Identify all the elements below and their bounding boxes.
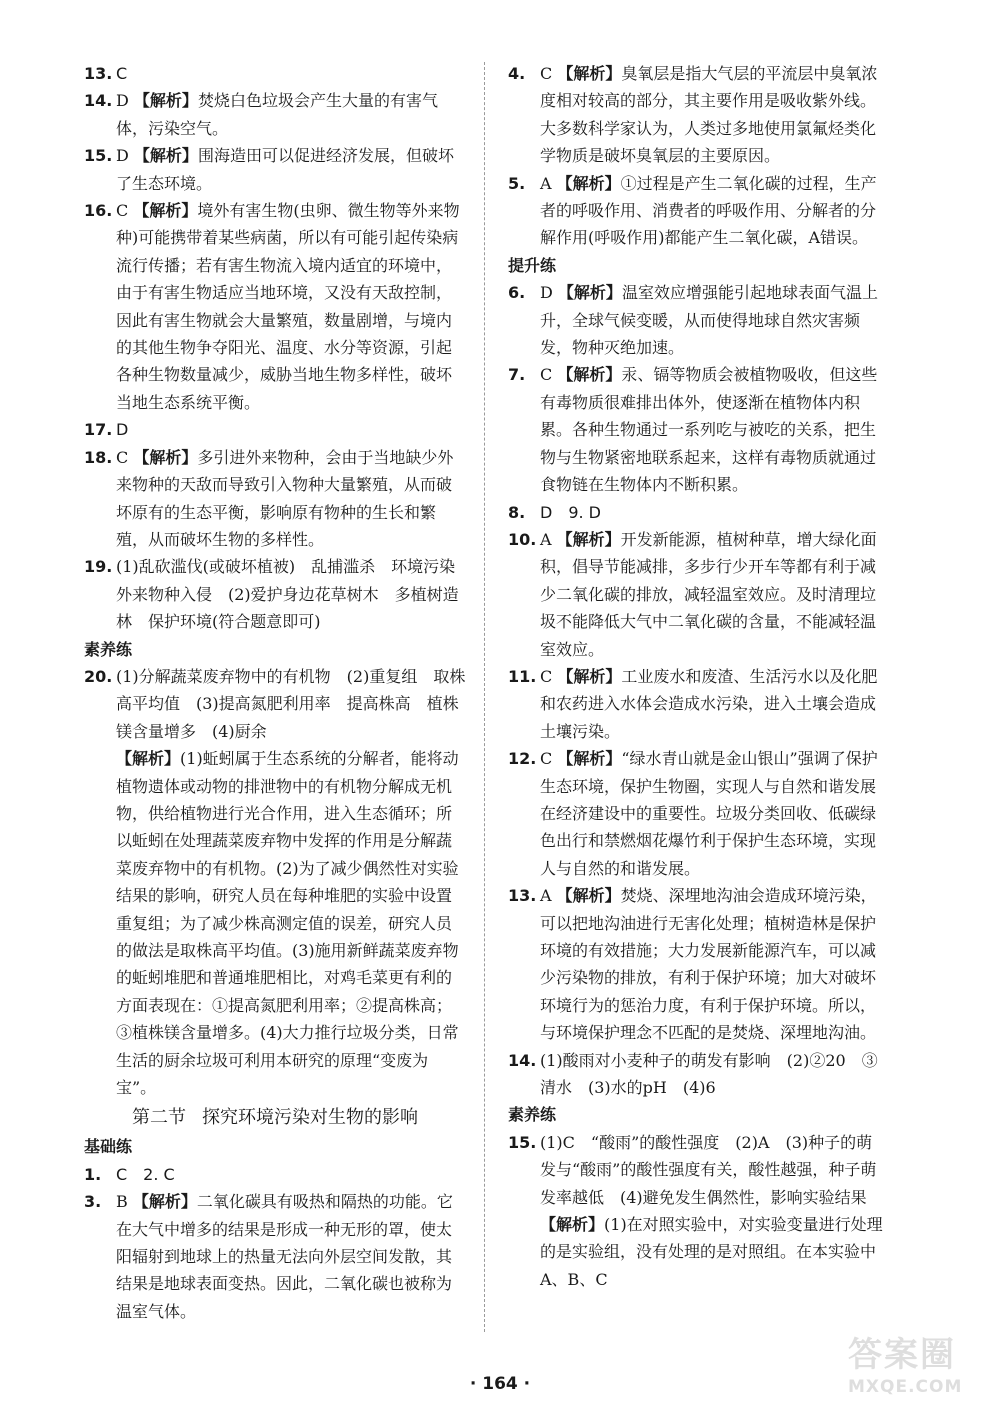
question-10 xyxy=(508,526,888,663)
section-number: 第二节 xyxy=(132,1107,186,1129)
question-number: 8. xyxy=(508,502,526,522)
question-7 xyxy=(508,361,888,498)
analysis-tag: 【解析】 xyxy=(557,749,622,769)
analysis-tag: 【解析】 xyxy=(133,91,198,111)
section-heading-tisheng: 提升练 xyxy=(508,255,557,275)
analysis-tag: 【解析】 xyxy=(557,64,622,83)
column-divider xyxy=(484,62,485,1332)
answer-text: A 【解析】焚烧、深埋地沟油会造成环境污染，可以把地沟油进行无害化处理；植树造林是保护环境的有效措施；大力发展新能源汽车，可以减少污染物的排放，有利于保护环境；加大对破坏环境行为的惩治力度，有利于保护环境。所以，与环境保护理念不匹配的是焚烧、深埋地沟油。 xyxy=(540,886,877,1043)
question-13b xyxy=(508,882,888,1046)
answer-text: C 2. C xyxy=(116,1164,175,1184)
question-16 xyxy=(84,197,466,416)
section-heading-suyang: 素养练 xyxy=(84,639,133,659)
answer-text: (1)乱砍滥伐(或破坏植被) 乱捕滥杀 环境污染 外来物种入侵 (2)爱护身边花草树木 多植树造林 保护环境(符合题意即可) xyxy=(116,557,472,632)
question-number: 13. xyxy=(508,886,537,906)
watermark-logo-text: 答案圈 xyxy=(848,1335,956,1375)
watermark-site: MXQE.COM xyxy=(848,1377,963,1397)
question-14 xyxy=(84,87,466,142)
analysis-tag: 【解析】 xyxy=(133,146,198,166)
question-number: 3. xyxy=(84,1192,102,1212)
question-number: 20. xyxy=(84,666,113,686)
analysis-tag: 【解析】 xyxy=(556,529,621,549)
question-number: 14. xyxy=(84,91,113,111)
question-number: 12. xyxy=(508,749,537,769)
analysis-tag: 【解析】 xyxy=(556,886,621,906)
left-column xyxy=(84,60,472,1325)
question-20 xyxy=(84,663,466,745)
question-18 xyxy=(84,444,466,554)
answer-text: D 9. D xyxy=(540,502,601,522)
question-number: 1. xyxy=(84,1164,102,1184)
question-number: 14. xyxy=(508,1050,537,1070)
answer-text: C 【解析】汞、镉等物质会被植物吸收，但这些有毒物质很难排出体外，使逐渐在植物体内积累。各种生物通过一系列吃与被吃的关系，把生物与生物紧密地联系起来，这样有毒物质就通过食物链在生物体内不断积累。 xyxy=(540,365,878,495)
answer-text: C 【解析】“绿水青山就是金山银山”强调了保护生态环境，保护生物圈，实现人与自然和谐发展在经济建设中的重要性。垃圾分类回收、低碳绿色出行和禁燃烟花爆竹利于保护生态环境，实现人与自然的和谐发展。 xyxy=(540,749,878,878)
question-number: 16. xyxy=(84,201,113,221)
answer-text: D 【解析】围海造田可以促进经济发展，但破坏了生态环境。 xyxy=(116,146,454,193)
question-number: 15. xyxy=(508,1132,537,1152)
question-15b xyxy=(508,1129,888,1211)
question-11 xyxy=(508,663,888,745)
question-14b xyxy=(508,1047,888,1102)
question-number: 5. xyxy=(508,173,526,193)
answer-text: C 【解析】多引进外来物种，会由于当地缺少外来物种的天敌而导致引入物种大量繁殖，从而破坏原有的生态平衡，影响原有物种的生长和繁殖，从而破坏生物的多样性。 xyxy=(116,447,454,549)
question-8-9 xyxy=(508,499,888,526)
analysis-tag: 【解析】 xyxy=(116,749,181,769)
answer-text: C 【解析】工业废水和废渣、生活污水以及化肥和农药进入水体会造成水污染，进入土壤会造成土壤污染。 xyxy=(540,666,878,741)
watermark-logo xyxy=(848,1333,978,1409)
answer-text: (1)分解蔬菜废弃物中的有机物 (2)重复组 取株高平均值 (3)提高氮肥利用率 提高株高 植株镁含量增多 (4)厨余 xyxy=(116,666,466,741)
answer-text: D xyxy=(116,420,129,440)
question-number: 15. xyxy=(84,146,113,166)
question-number: 18. xyxy=(84,447,113,467)
answer-text: (1)C “酸雨”的酸性强度 (2)A (3)种子的萌发与“酸雨”的酸性强度有关，酸性越强，种子萌发率越低 (4)避免发生偶然性，影响实验结果 xyxy=(540,1132,877,1207)
analysis-text: 【解析】(1)蚯蚓属于生态系统的分解者，能将动植物遗体或动物的排泄物中的有机物分解成无机物，供给植物进行光合作用，进入生态循环；所以蚯蚓在处理蔬菜废弃物中发挥的作用是分解蔬菜废弃物中的有机物。(2)为了减少偶然性对实验结果的影响，研究人员在每种堆肥的实验中设置重复组；为了减少株高测定值的误差，研究人员的做法是取株高平均值。(3)施用新鲜蔬菜废弃物的蚯蚓堆肥和普通堆肥相比，对鸡毛菜更有利的方面表现在：①提高氮肥利用率；②提高株高；③植株镁含量增多。(4)大力推行垃圾分类，日常生活的厨余垃圾可利用本研究的原理“变废为宝”。 xyxy=(116,749,459,1098)
analysis-tag: 【解析】 xyxy=(133,201,198,221)
question-19 xyxy=(84,553,472,635)
question-number: 19. xyxy=(84,557,113,577)
section-name: 探究环境污染对生物的影响 xyxy=(202,1107,418,1129)
analysis-tag: 【解析】 xyxy=(540,1215,605,1235)
analysis-text: 【解析】(1)在对照实验中，对实验变量进行处理的是实验组，没有处理的是对照组。在本实验中A、B、C xyxy=(540,1215,883,1289)
section-heading-suyang: 素养练 xyxy=(508,1105,557,1125)
question-13 xyxy=(84,60,466,87)
question-1-2 xyxy=(84,1161,466,1188)
question-number: 6. xyxy=(508,283,526,303)
analysis-tag: 【解析】 xyxy=(557,666,622,686)
question-15 xyxy=(84,142,466,197)
question-number: 11. xyxy=(508,666,537,686)
page-number: · 164 · xyxy=(469,1374,531,1394)
section-title xyxy=(84,1103,466,1133)
question-4 xyxy=(508,60,888,170)
answer-text: C 【解析】境外有害生物(虫卵、微生物等外来物种)可能携带着某些病菌，所以有可能引起传染病流行传播；若有害生物流入境内适宜的环境中，由于有害生物适应当地环境，又没有天敌控制，因此有害生物就会大量繁殖，数量剧增，与境内的其他生物争夺阳光、温度、水分等资源，引起各种生物数量减少，威胁当地生物多样性，破坏当地生态系统平衡。 xyxy=(116,201,460,412)
answer-text: (1)酸雨对小麦种子的萌发有影响 (2)②20 ③清水 (3)水的pH (4)6 xyxy=(540,1050,878,1098)
analysis-tag: 【解析】 xyxy=(557,283,622,303)
question-number: 10. xyxy=(508,529,537,549)
question-number: 7. xyxy=(508,365,526,385)
analysis-tag: 【解析】 xyxy=(557,365,622,385)
answer-text: C xyxy=(116,64,128,83)
answer-text: A 【解析】开发新能源，植树种草，增大绿化面积，倡导节能减排，多步行少开车等都有利于减少二氧化碳的排放，减轻温室效应。及时清理垃圾不能降低大气中二氧化碳的含量，不能减轻温室效应。 xyxy=(540,529,877,659)
answer-text: C 【解析】臭氧层是指大气层的平流层中臭氧浓度相对较高的部分，其主要作用是吸收紫外线。大多数科学家认为，人类过多地使用氯氟烃类化学物质是破坏臭氧层的主要原因。 xyxy=(540,64,878,166)
analysis-tag: 【解析】 xyxy=(133,447,198,467)
question-17 xyxy=(84,416,466,443)
analysis-tag: 【解析】 xyxy=(556,173,621,193)
answer-text: D 【解析】焚烧白色垃圾会产生大量的有害气体，污染空气。 xyxy=(116,91,438,138)
question-number: 4. xyxy=(508,64,526,83)
analysis-tag: 【解析】 xyxy=(132,1192,197,1212)
question-number: 13. xyxy=(84,64,113,83)
section-heading-jichu: 基础练 xyxy=(84,1137,133,1157)
right-column xyxy=(508,60,888,1293)
question-12 xyxy=(508,745,888,882)
question-5 xyxy=(508,170,888,252)
question-3 xyxy=(84,1188,466,1325)
question-number: 17. xyxy=(84,420,113,440)
question-6 xyxy=(508,279,888,361)
answer-text: B 【解析】二氧化碳具有吸热和隔热的功能。它在大气中增多的结果是形成一种无形的罩，使太阳辐射到地球上的热量无法向外层空间发散，其结果是地球表面变热。因此，二氧化碳也被称为温室气体。 xyxy=(116,1192,453,1321)
answer-text: A 【解析】①过程是产生二氧化碳的过程，生产者的呼吸作用、消费者的呼吸作用、分解者的分解作用(呼吸作用)都能产生二氧化碳，A错误。 xyxy=(540,173,877,248)
answer-text: D 【解析】温室效应增强能引起地球表面气温上升，全球气候变暖，从而使得地球自然灾害频发，物种灭绝加速。 xyxy=(540,283,878,358)
